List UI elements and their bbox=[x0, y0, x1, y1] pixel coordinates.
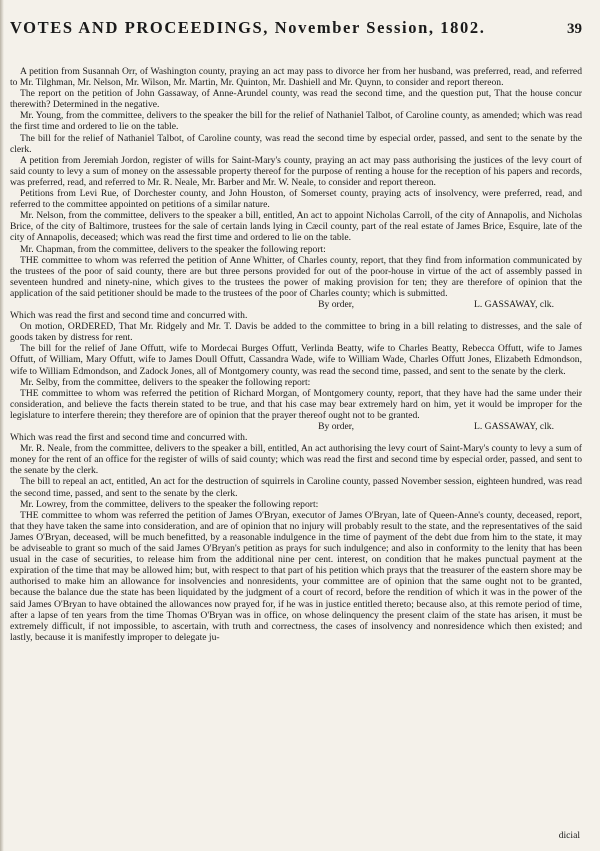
page-number: 39 bbox=[567, 21, 582, 37]
paragraph: Which was read the first and second time and concurred with. bbox=[10, 432, 248, 444]
clerk-name: L. GASSAWAY, clk. bbox=[474, 421, 554, 432]
committee-report: THE committee to whom was referred the petition of Anne Whitter, of Charles county, report, that they find from information communicated by the trustees of the poor of said county, there are but three persons provided for out of the poor-house in virtue of the act of assembly passed in seventeen hundred and ninety-nine, which gives to the trustees the power of making provision for ten; they are therefore of opinion that the application of the said petitioner should be made to the trustees of the poor of Charles county; which is submitted. bbox=[10, 254, 582, 299]
signature-block bbox=[10, 421, 582, 432]
paragraph: Mr. Nelson, from the committee, delivers to the speaker a bill, entitled, An act to appoint Nicholas Carroll, of the city of Annapolis, and Nicholas Brice, of the city of Baltimore, trustees for the sale of certain lands lying in Cæcil county, part of the real estate of James Brice, Esquire, late of the city of Annapolis, deceased; which was read the first time and ordered to lie on the table. bbox=[10, 210, 582, 244]
paragraph: The bill for the relief of Nathaniel Talbot, of Caroline county, was read the second time by especial order, passed, and sent to the senate by the clerk. bbox=[10, 132, 582, 155]
page-body bbox=[10, 66, 582, 643]
paragraph: The bill to repeal an act, entitled, An act for the destruction of squirrels in Caroline county, passed November session, eighteen hundred, was read the second time, passed, and sent to the senate by the clerk. bbox=[10, 476, 582, 499]
paragraph: The report on the petition of John Gassaway, of Anne-Arundel county, was read the second time, and the question put, That the house concur therewith? Determined in the negative. bbox=[10, 88, 582, 111]
running-title: VOTES AND PROCEEDINGS, November Session, 1802. bbox=[10, 18, 486, 37]
committee-report: THE committee to whom was referred the petition of James O'Bryan, executor of James O'Bryan, late of Queen-Anne's county, deceased, report, that they have taken the same into consideration, and are of opinion that no injury will probably result to the state, and the representatives of the said James O'Bryan, deceased, will be much benefitted, by a reasonable indulgence in the time of payment of the debt due from him to the state, it may be adviseable to grant so much of the said James O'Bryan's petition as prays for such indulgence; and also in conformity to the lenity that has been usual in the case of securities, to release him from the additional nine per cent. interest, on condition that he makes punctual payment at the expiration of the time that may be allowed him; but, with respect to that part of his petition which prays that the treasurer of the eastern shore may be authorised to make him an allowance for insolvencies and nonresidents, your committee are of opinion that the same ought not to be granted, because the balance due the state has been liquidated by the judgment of a court of record, before the rendition of which it was in the power of the said James O'Bryan to have obtained the allowances now prayed for, if he was in justice entitled thereto; because also, at this remote period of time, after a lapse of ten years from the time Thomas O'Bryan was in office, on whose delinquency the present claim of the state has arisen, it must be extremely difficult, if not impossible, to ascertain, with truth and correctness, the cases of insolvency and nonresidence which then existed; and lastly, because it is manifestly improper to delegate ju- bbox=[10, 509, 582, 643]
paragraph: Mr. Selby, from the committee, delivers to the speaker the following report: bbox=[20, 376, 311, 388]
by-order-label: By order, bbox=[318, 298, 354, 310]
paragraph: The bill for the relief of Jane Offutt, wife to Mordecai Burges Offutt, Verlinda Beatty, wife to Charles Beatty, Rebecca Offutt, wife to James Offutt, of William, Mary Offutt, wife to James Doull Offutt, Cassandra Wade, wife to William Wade, Charles Offutt Jones, Elizabeth Edmondson, wife to William Edmondson, and Zadock Jones, all of Montgomery county, was read the second time, passed, and sent to the senate by the clerk. bbox=[10, 343, 582, 377]
page-edge-shadow bbox=[0, 0, 4, 851]
page-header bbox=[10, 18, 582, 38]
paragraph: Petitions from Levi Rue, of Dorchester county, and John Houston, of Somerset county, praying acts of insolvency, were preferred, read, and referred to the committee appointed on petitions of a similar nature. bbox=[10, 188, 582, 211]
paragraph: On motion, ORDERED, That Mr. Ridgely and Mr. T. Davis be added to the committee to bring in a bill relating to distresses, and the sale of goods taken by distress for rent. bbox=[10, 321, 582, 344]
committee-report: THE committee to whom was referred the petition of Richard Morgan, of Montgomery county, report, that they have had the same under their consideration, and believe the facts therein stated to be true, and that his case may bear extremely hard on him, yet it would be improper for the legislature to interfere therein; they therefore are of opinion that the prayer thereof ought not to be granted. bbox=[10, 387, 582, 421]
by-order-label: By order, bbox=[318, 421, 354, 432]
paragraph: A petition from Jeremiah Jordon, register of wills for Saint-Mary's county, praying an act may pass authorising the justices of the levy court of said county to levy a sum of money on the assessable property thereof for the purpose of renting a house for the reception of his papers and records, was preferred, read, and referred to Mr. R. Neale, Mr. Barber and Mr. W. Neale, to consider and report thereon. bbox=[10, 154, 582, 188]
paragraph: Mr. Chapman, from the committee, delivers to the speaker the following report: bbox=[20, 243, 326, 255]
paragraph: Which was read the first and second time and concurred with. bbox=[10, 310, 248, 322]
catchword: dicial bbox=[558, 830, 580, 841]
paragraph: Mr. R. Neale, from the committee, delivers to the speaker a bill, entitled, An act authorising the levy court of Saint-Mary's county to levy a sum of money for the rent of an office for the register of wills of said county; which was read the first and second time by especial order, passed, and sent to the senate by the clerk. bbox=[10, 443, 582, 477]
paragraph: A petition from Susannah Orr, of Washington county, praying an act may pass to divorce her from her husband, was preferred, read, and referred to Mr. Tilghman, Mr. Nelson, Mr. Wilson, Mr. Martin, Mr. Quinton, Mr. Dashiell and Mr. Quynn, to consider and report thereon. bbox=[10, 66, 582, 89]
signature-block bbox=[10, 299, 582, 310]
paragraph: Mr. Young, from the committee, delivers to the speaker the bill for the relief of Nathaniel Talbot, of Caroline county, as amended; which was read the first time and ordered to lie on the table. bbox=[10, 110, 582, 133]
clerk-name: L. GASSAWAY, clk. bbox=[474, 298, 554, 310]
paragraph: Mr. Lowrey, from the committee, delivers to the speaker the following report: bbox=[20, 498, 319, 510]
